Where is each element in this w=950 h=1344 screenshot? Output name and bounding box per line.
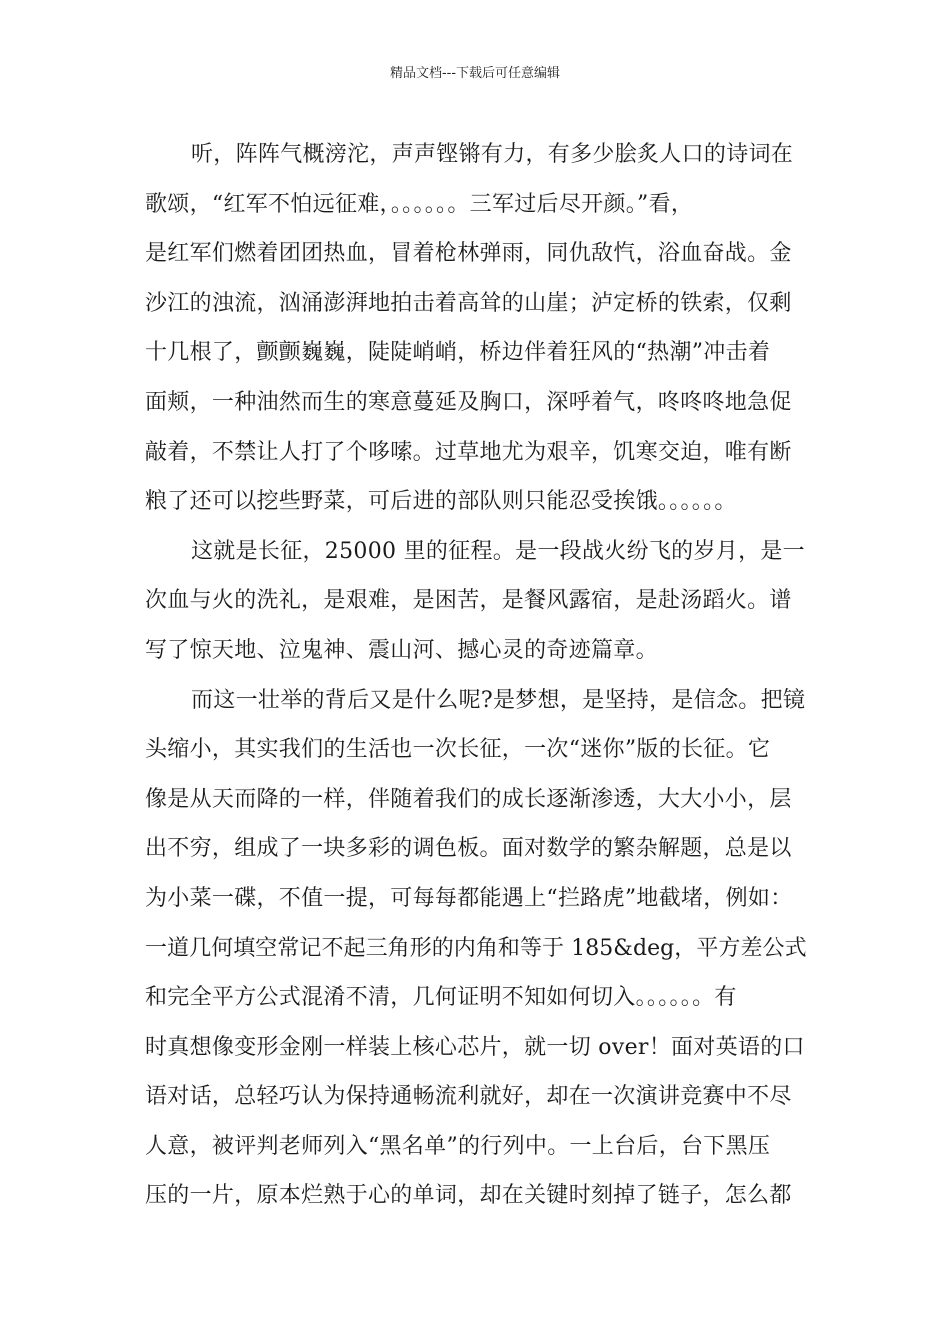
text-line: 面颊，一种油然而生的寒意蔓延及胸口，深呼着气，咚咚咚地急促 (145, 389, 792, 415)
text-line: 听，阵阵气概滂沱，声声铿锵有力，有多少脍炙人口的诗词在 (191, 142, 794, 167)
text-line: 歌颂，“红军不怕远征难，。。。。。。三军过后尽开颜。”看， (145, 191, 694, 217)
page-header: 精品文档---下载后可任意编辑 (389, 66, 561, 81)
text-line: 这就是长征，25000 里的征程。是一段战火纷飞的岁月，是一 (191, 538, 805, 564)
text-line: 语对话，总轻巧认为保持通畅流利就好，却在一次演讲竞赛中不尽 (145, 1084, 792, 1110)
body-text (145, 130, 807, 1221)
text-line: 压的一片，原本烂熟于心的单词，却在关键时刻掉了链子，怎么都 (145, 1183, 792, 1209)
text-line: 写了惊天地、泣鬼神、震山河、撼心灵的奇迹篇章。 (145, 637, 658, 663)
text-line: 十几根了，颤颤巍巍，陡陡峭峭，桥边伴着狂风的“热潮”冲击着 (145, 340, 771, 366)
text-line: 人意，被评判老师列入“黑名单”的行列中。一上台后，台下黑压 (145, 1133, 771, 1159)
text-line: 像是从天而降的一样，伴随着我们的成长逐渐渗透，大大小小，层 (145, 786, 792, 812)
text-line: 头缩小，其实我们的生活也一次长征，一次“迷你”版的长征。它 (145, 737, 771, 763)
text-line: 和完全平方公式混淆不清，几何证明不知如何切入。。。。。。有 (145, 985, 737, 1011)
text-line: 沙江的浊流，汹涌澎湃地拍击着高耸的山崖；泸定桥的铁索，仅剩 (145, 290, 792, 316)
text-line: 时真想像变形金刚一样装上核心芯片，就一切 over！面对英语的口 (145, 1034, 805, 1060)
text-line: 为小菜一碟，不值一提，可每每都能遇上“拦路虎”地截堵，例如： (145, 885, 793, 911)
text-line: 一道几何填空常记不起三角形的内角和等于 185&deg，平方差公式 (145, 935, 807, 961)
text-line: 而这一壮举的背后又是什么呢?是梦想，是坚持，是信念。把镜 (191, 687, 806, 713)
text-line: 出不穷，组成了一块多彩的调色板。面对数学的繁杂解题，总是以 (145, 836, 792, 862)
text-line: 是红军们燃着团团热血，冒着枪林弹雨，同仇敌忾，浴血奋战。金 (145, 241, 792, 267)
text-line: 粮了还可以挖些野菜，可后进的部队则只能忍受挨饿。。。。。。 (145, 489, 737, 515)
text-line: 次血与火的洗礼，是艰难，是困苦，是餐风露宿，是赴汤蹈火。谱 (145, 588, 792, 614)
text-line: 敲着，不禁让人打了个哆嗦。过草地尤为艰辛，饥寒交迫，唯有断 (145, 439, 792, 465)
